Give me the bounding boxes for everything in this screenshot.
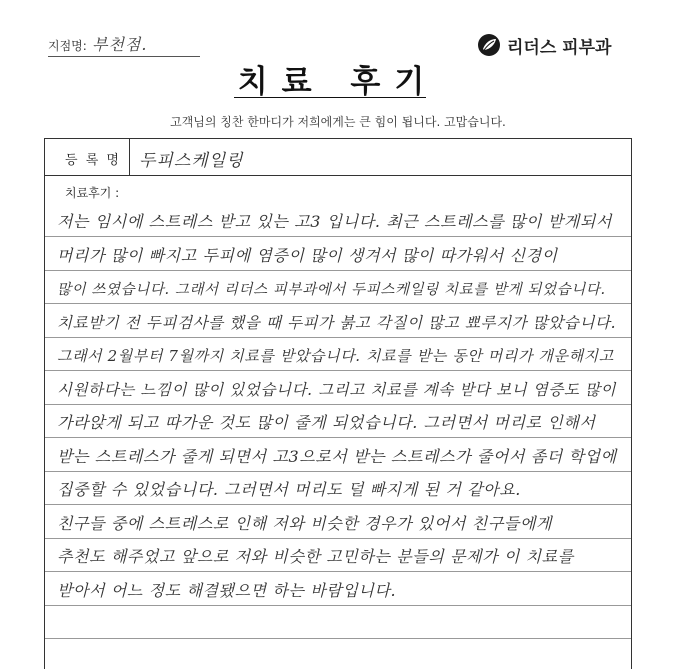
page-title: 치료 후기 [237,64,439,100]
review-line [45,438,631,472]
registration-divider [129,139,130,175]
review-line [45,505,631,539]
review-line-text: 치료받기 전 두피검사를 했을 때 두피가 붉고 각질이 많고 뾰루지가 많았습니다. [57,313,617,332]
review-line [45,270,631,304]
review-form [44,138,632,669]
review-line [45,538,631,572]
thanks-message: 고객님의 칭찬 한마디가 저희에게는 큰 힘이 됩니다. 고맙습니다. [170,115,506,129]
clinic-logo [477,31,611,59]
review-line [45,371,631,405]
branch-label: 지점명: [48,39,87,53]
review-line [45,237,631,271]
registration-value: 두피스케일링 [139,151,244,171]
review-line [45,337,631,371]
leaf-circle-logo-icon [477,33,501,57]
review-line-text: 친구들 중에 스트레스로 인해 저와 비슷한 경우가 있어서 친구들에게 [57,513,553,533]
registration-row [45,139,631,176]
review-line [45,572,631,606]
review-line-text: 그래서 2월부터 7월까지 치료를 받았습니다. 치료를 받는 동안 머리가 개운해지고 [57,347,614,365]
review-line-text: 가라앉게 되고 따가운 것도 많이 줄게 되었습니다. 그러면서 머리로 인해서 [57,413,596,432]
review-line [45,471,631,505]
branch-value: 부천점. [92,35,148,54]
review-line [45,304,631,338]
review-line-text: 시원하다는 느낌이 많이 있었습니다. 그리고 치료를 계속 받다 보니 염증도 많이 [57,380,617,399]
review-line-text: 받아서 어느 정도 해결됐으면 하는 바람입니다. [57,580,397,600]
branch-field [48,36,200,57]
review-line [45,203,631,237]
review-label: 치료후기 : [65,186,120,200]
review-line [45,404,631,438]
review-line-text: 많이 쓰였습니다. 그래서 리더스 피부과에서 두피스케일링 치료를 받게 되었습니다. [57,282,606,298]
review-line-text: 받는 스트레스가 줄게 되면서 고3으로서 받는 스트레스가 줄어서 좀더 학업에 [57,446,617,466]
review-line-text: 집중할 수 있었습니다. 그러면서 머리도 덜 빠지게 된 거 같아요. [57,480,521,499]
review-line [45,605,631,639]
review-line-text: 추천도 해주었고 앞으로 저와 비슷한 고민하는 분들의 문제가 이 치료를 [57,547,574,566]
review-line-text: 머리가 많이 빠지고 두피에 염증이 많이 생겨서 많이 따가워서 신경이 [57,245,558,265]
title-underline [234,97,426,98]
review-line-text: 저는 임시에 스트레스 받고 있는 고3 입니다. 최근 스트레스를 많이 받게되서 [57,212,613,231]
registration-label: 등 록 명 [65,153,121,168]
clinic-name: 리더스 피부과 [507,37,612,58]
